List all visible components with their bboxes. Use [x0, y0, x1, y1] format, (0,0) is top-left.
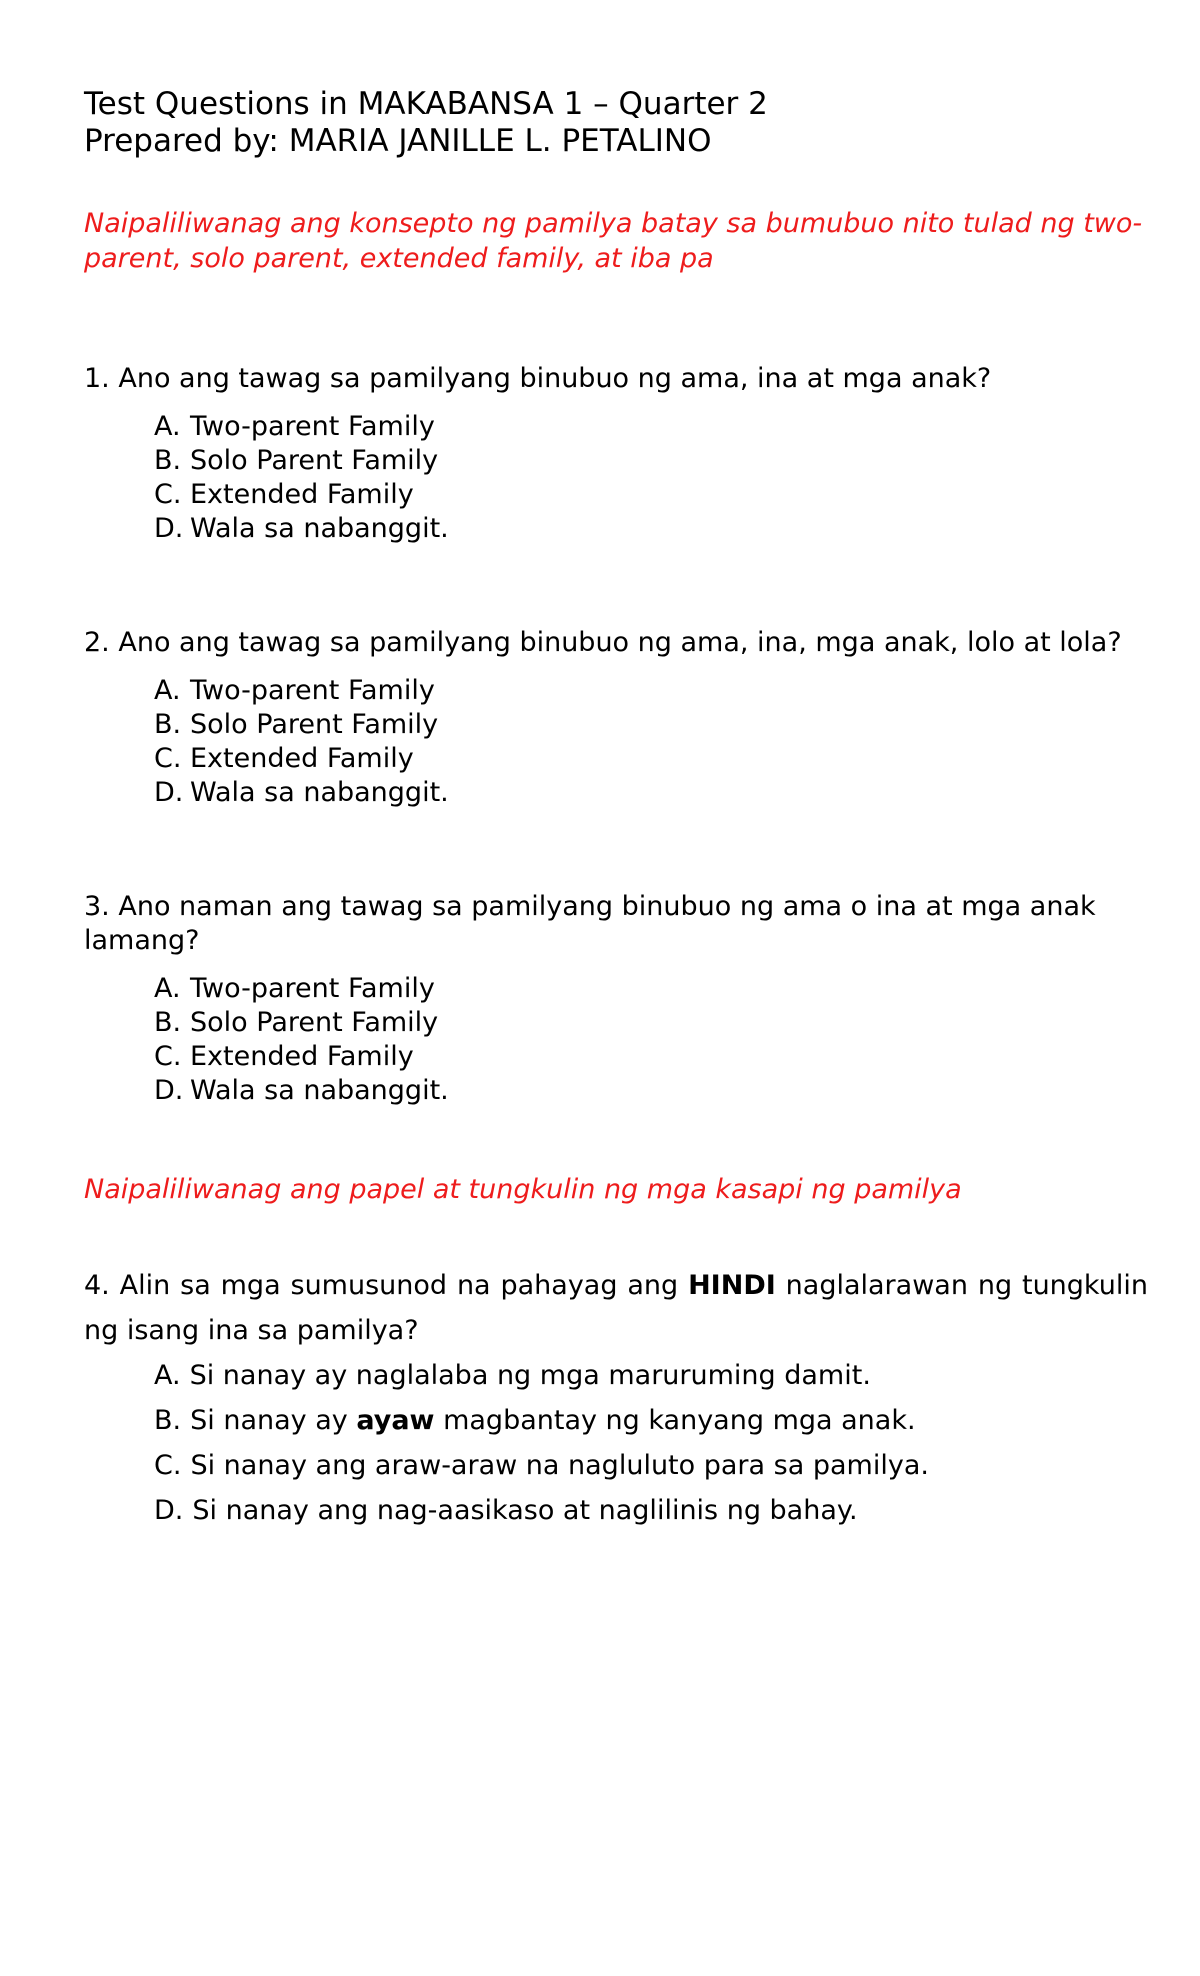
choice-list — [154, 1353, 1148, 1533]
choice-b — [154, 1398, 1148, 1443]
choice-letter: B. — [154, 1405, 182, 1436]
choice-letter: B. — [154, 445, 182, 476]
question-text: Ano ang tawag sa pamilyang binubuo ng ama, ina at mga anak? — [118, 363, 992, 394]
choice-text: Si nanay ang araw-araw na nagluluto para sa pamilya. — [190, 1450, 929, 1481]
choice-letter: B. — [154, 1007, 182, 1038]
choice-list — [154, 674, 1148, 810]
competency-heading: Naipaliliwanag ang konsepto ng pamilya batay sa bumubuo nito tulad ng two-parent, solo parent, extended family, at iba pa — [84, 208, 1143, 274]
choice-b — [154, 1006, 1148, 1040]
emphasis-text: ayaw — [356, 1405, 435, 1436]
choice-text: Si nanay ay naglalaba ng mga maruruming damit. — [189, 1360, 871, 1391]
choice-text: Wala sa nabanggit. — [190, 1075, 449, 1106]
prepared-by: Prepared by: MARIA JANILLE L. PETALINO — [84, 123, 712, 159]
choice-d — [154, 1488, 1148, 1533]
choice-text: Two-parent Family — [190, 411, 435, 442]
choice-c — [154, 742, 1148, 776]
choice-text: Solo Parent Family — [190, 445, 439, 476]
choice-c — [154, 1040, 1148, 1074]
choice-letter: D. — [154, 1075, 184, 1106]
choice-text: Wala sa nabanggit. — [190, 513, 449, 544]
choice-b — [154, 444, 1148, 478]
choice-d — [154, 512, 1148, 546]
question-number: 1. — [84, 363, 110, 394]
choice-list — [154, 972, 1148, 1108]
choice-letter: A. — [154, 411, 181, 442]
choice-letter: D. — [154, 513, 184, 544]
choice-letter: D. — [154, 777, 184, 808]
choice-letter: D. — [154, 1495, 184, 1526]
choice-text: Solo Parent Family — [190, 709, 439, 740]
question-text: Ano naman ang tawag sa pamilyang binubuo ng ama o ina at mga anak lamang? — [84, 891, 1096, 956]
question-1 — [84, 362, 1148, 396]
choice-a — [154, 972, 1148, 1006]
choice-b — [154, 708, 1148, 742]
choice-a — [154, 674, 1148, 708]
choice-c — [154, 478, 1148, 512]
question-text: Alin sa mga sumusunod na pahayag ang — [119, 1270, 679, 1301]
choice-letter: A. — [154, 675, 181, 706]
choice-text: Si nanay ay — [190, 1405, 348, 1436]
choice-text: Two-parent Family — [190, 973, 435, 1004]
choice-a — [154, 1353, 1148, 1398]
choice-list — [154, 410, 1148, 546]
document-title: Test Questions in MAKABANSA 1 – Quarter 2 — [84, 86, 768, 122]
choice-c — [154, 1443, 1148, 1488]
choice-text: Extended Family — [190, 1041, 414, 1072]
choice-letter: B. — [154, 709, 182, 740]
choice-text: Solo Parent Family — [190, 1007, 439, 1038]
question-number: 2. — [84, 627, 110, 658]
choice-text: Two-parent Family — [190, 675, 435, 706]
choice-letter: C. — [154, 743, 182, 774]
question-number: 3. — [84, 891, 110, 922]
choice-text: Extended Family — [190, 479, 414, 510]
question-text: Ano ang tawag sa pamilyang binubuo ng ama, ina, mga anak, lolo at lola? — [118, 627, 1122, 658]
choice-letter: A. — [154, 973, 181, 1004]
choice-letter: C. — [154, 479, 182, 510]
choice-letter: C. — [154, 1041, 182, 1072]
question-number: 4. — [84, 1270, 110, 1301]
choice-a — [154, 410, 1148, 444]
question-2 — [84, 626, 1148, 660]
choice-text: Wala sa nabanggit. — [190, 777, 449, 808]
choice-text: magbantay ng kanyang mga anak. — [443, 1405, 916, 1436]
choice-letter: A. — [154, 1360, 181, 1391]
question-text: naglalarawan ng tungkulin ng isang ina sa pamilya? — [84, 1270, 1148, 1346]
choice-text: Extended Family — [190, 743, 414, 774]
choice-text: Si nanay ang nag-aasikaso at naglilinis ng bahay. — [192, 1495, 858, 1526]
competency-heading: Naipaliliwanag ang papel at tungkulin ng mga kasapi ng pamilya — [84, 1174, 962, 1205]
question-3 — [84, 890, 1148, 958]
choice-d — [154, 776, 1148, 810]
choice-d — [154, 1074, 1148, 1108]
emphasis-text: HINDI — [688, 1270, 776, 1301]
question-4 — [84, 1263, 1148, 1353]
choice-letter: C. — [154, 1450, 182, 1481]
